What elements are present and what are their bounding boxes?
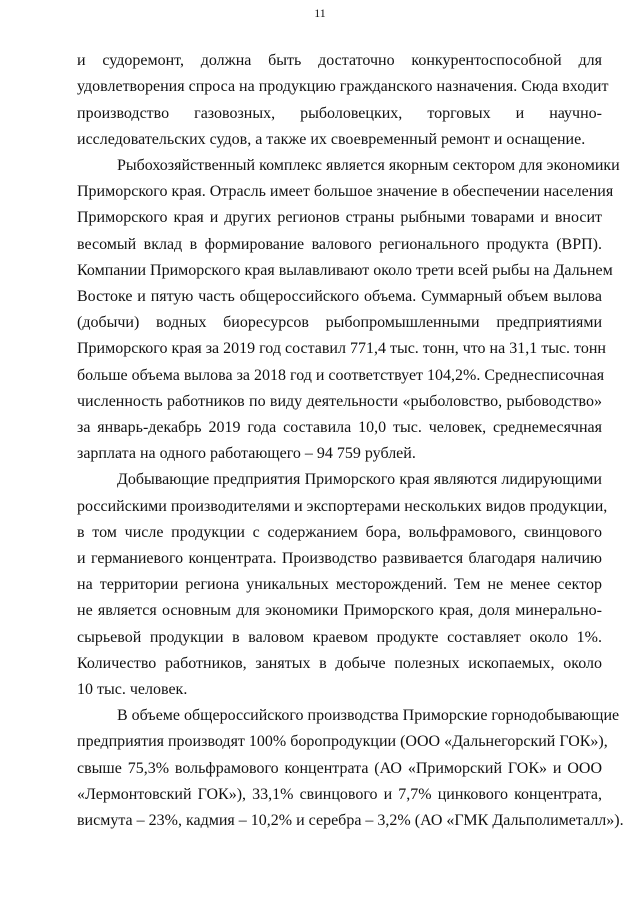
text-line: в том числе продукции с содержанием бора, вольфрамового, свинцового: [77, 524, 602, 541]
text-line: за январь-декабрь 2019 года составила 10,0 тыс. человек, среднемесячная: [77, 419, 602, 436]
text-line: Компании Приморского края вылавливают около трети всей рыбы на Дальнем: [77, 262, 613, 279]
text-line: численность работников по виду деятельности «рыболовство, рыбоводство»: [77, 393, 602, 410]
text-line: висмута – 23%, кадмия – 10,2% и серебра – 3,2% (АО «ГМК Дальполиметалл»).: [77, 812, 624, 829]
text-line: удовлетворения спроса на продукцию гражданского назначения. Сюда входит: [77, 78, 609, 95]
text-line: Востоке и пятую часть общероссийского объема. Суммарный объем вылова: [77, 288, 602, 305]
text-line: российскими производителями и экспортерами нескольких видов продукции,: [77, 498, 608, 515]
text-line: больше объема вылова за 2018 год и соответствует 104,2%. Среднесписочная: [77, 367, 605, 384]
text-line: не является основным для экономики Приморского края, доля минерально-: [77, 602, 602, 619]
text-line: Рыбохозяйственный комплекс является якорным сектором для экономики: [117, 157, 620, 174]
text-line: на территории региона уникальных месторождений. Тем не менее сектор: [77, 576, 602, 593]
text-line: и судоремонт, должна быть достаточно конкурентоспособной для: [77, 52, 602, 69]
text-line: и германиевого концентрата. Производство развивается благодаря наличию: [77, 550, 602, 567]
text-line: свыше 75,3% вольфрамового концентрата (АО «Приморский ГОК» и ООО: [77, 760, 602, 777]
text-line: Приморского края за 2019 год составил 771,4 тыс. тонн, что на 31,1 тыс. тонн: [77, 340, 606, 357]
text-line: 10 тыс. человек.: [77, 681, 188, 698]
text-line: Добывающие предприятия Приморского края являются лидирующими: [117, 471, 602, 488]
text-line: «Лермонтовский ГОК»), 33,1% свинцового и 7,7% цинкового концентрата,: [77, 786, 602, 803]
text-line: Количество работников, занятых в добыче полезных ископаемых, около: [77, 655, 602, 672]
text-line: зарплата на одного работающего – 94 759 рублей.: [77, 445, 416, 462]
text-line: исследовательских судов, а также их своевременный ремонт и оснащение.: [77, 131, 586, 148]
text-line: Приморского края и других регионов страны рыбными товарами и вносит: [77, 209, 602, 226]
page-number: 11: [314, 6, 326, 20]
text-line: В объеме общероссийского производства Приморские горнодобывающие: [117, 707, 620, 724]
text-line: сырьевой продукции в валовом краевом продукте составляет около 1%.: [77, 629, 602, 646]
text-line: весомый вклад в формирование валового регионального продукта (ВРП).: [77, 236, 602, 253]
text-line: (добычи) водных биоресурсов рыбопромышленными предприятиями: [77, 314, 602, 331]
text-line: Приморского края. Отрасль имеет большое значение в обеспечении населения: [77, 183, 614, 200]
text-line: производство газовозных, рыболовецких, торговых и научно-: [77, 105, 602, 122]
text-line: предприятия производят 100% боропродукции (ООО «Дальнегорский ГОК»),: [77, 733, 608, 750]
